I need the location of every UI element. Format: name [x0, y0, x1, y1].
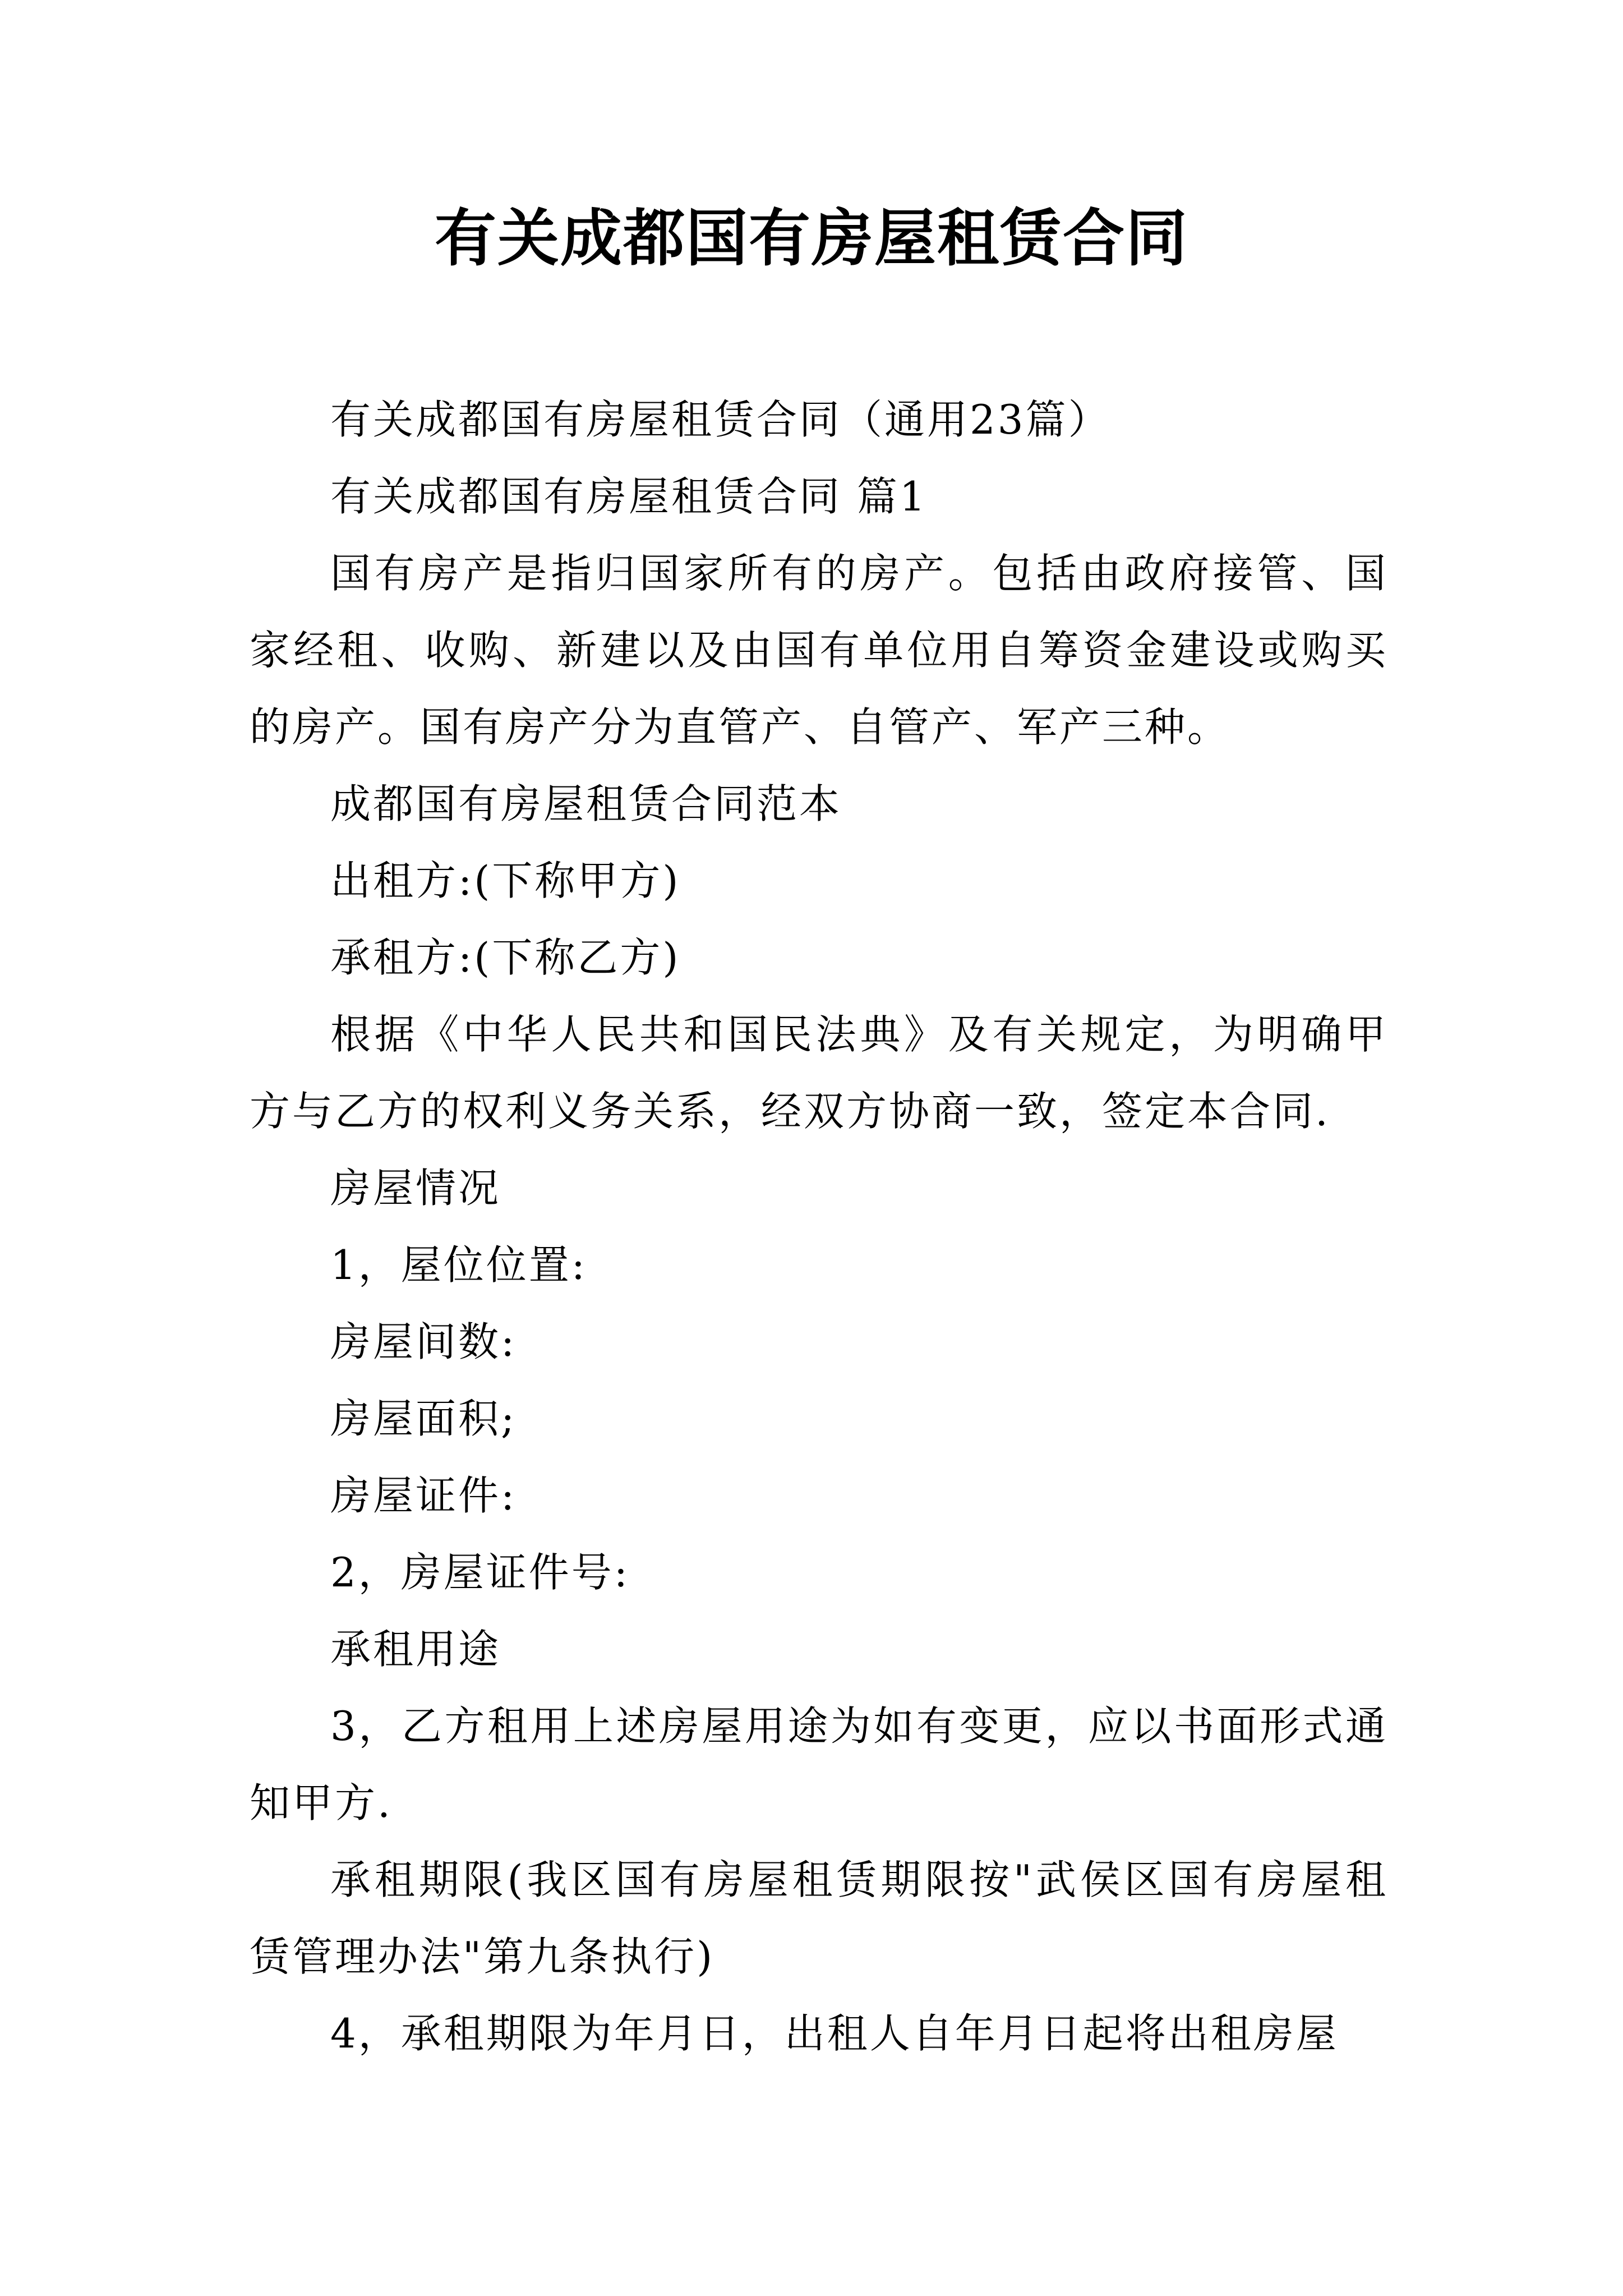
paragraph-basis: 根据《中华人民共和国民法典》及有关规定，为明确甲方与乙方的权利义务关系，经双方协商一致，签定本合同. [250, 1011, 1388, 1135]
paragraph-area: 房屋面积; [330, 1395, 517, 1442]
paragraph-certificate: 房屋证件: [330, 1472, 517, 1519]
document-title: 有关成都国有房屋租赁合同 [435, 203, 1188, 274]
paragraph-subtitle: 有关成都国有房屋租赁合同（通用23篇） [330, 396, 1111, 443]
paragraph-location: 1，屋位位置: [330, 1241, 588, 1289]
paragraph-term: 4，承租期限为年月日，出租人自年月日起将出租房屋 [330, 2010, 1339, 2057]
document-body [250, 381, 1388, 2072]
paragraph-usage-heading: 承租用途 [330, 1626, 501, 1673]
paragraph-certificate-number: 2，房屋证件号: [330, 1549, 630, 1596]
paragraph-template-title: 成都国有房屋租赁合同范本 [330, 780, 842, 827]
paragraph-usage: 3，乙方租用上述房屋用途为如有变更，应以书面形式通知甲方. [250, 1703, 1388, 1826]
paragraph-house-info-heading: 房屋情况 [330, 1165, 501, 1212]
paragraph-section-heading: 有关成都国有房屋租赁合同 篇1 [330, 473, 928, 520]
paragraph-lessor: 出租方:(下称甲方) [330, 857, 681, 904]
paragraph-term-heading: 承租期限(我区国有房屋租赁期限按"武侯区国有房屋租赁管理办法"第九条执行) [250, 1856, 1388, 1980]
paragraph-lessee: 承租方:(下称乙方) [330, 934, 681, 981]
paragraph-definition: 国有房产是指归国家所有的房产。包括由政府接管、国家经租、收购、新建以及由国有单位用自筹资金建设或购买的房产。国有房产分为直管产、自管产、军产三种。 [250, 550, 1388, 751]
paragraph-room-count: 房屋间数: [330, 1318, 517, 1365]
